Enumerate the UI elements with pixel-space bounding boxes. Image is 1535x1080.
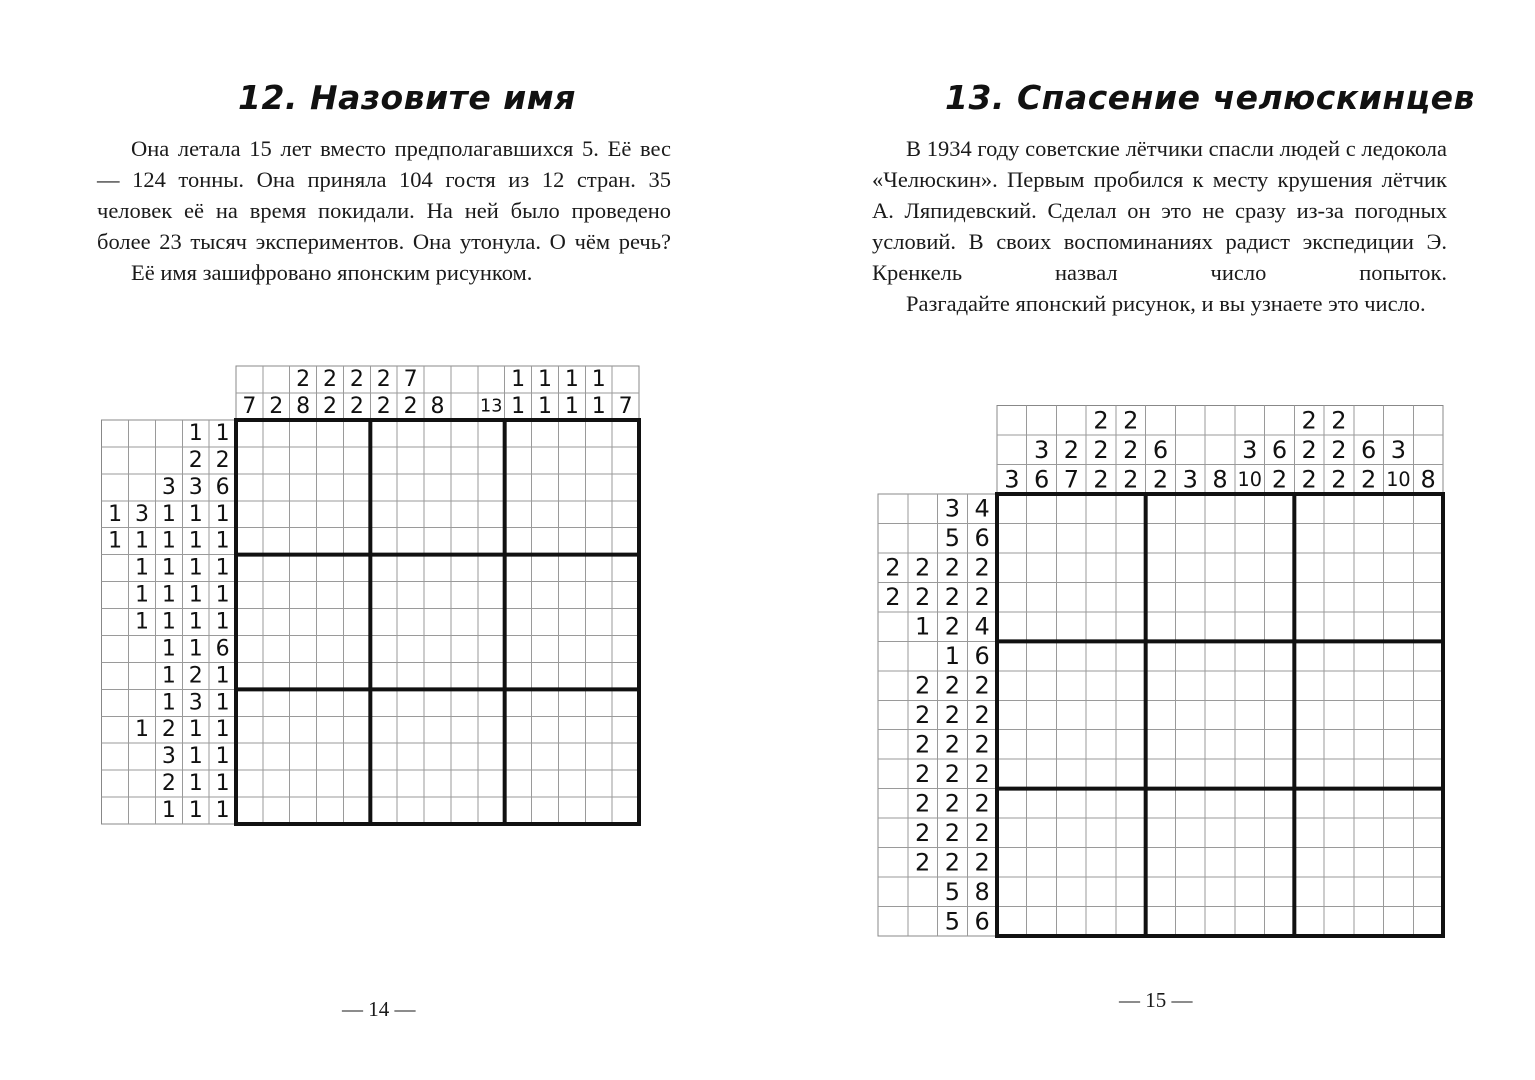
page-number-right: — 15 — [1119, 988, 1193, 1012]
right-puzzle-column-clue: 3 [1242, 435, 1258, 464]
left-puzzle-row-clue: 1 [215, 555, 230, 581]
task-paragraph-left-1: Она летала 15 лет вместо предполагавшихся 5. Её вес — 124 тонны. Она приняла 104 гостя из 12 стран. 35 человек её на время покидали. На ней было проведено более 23 тысяч экспериментов. Она утонула. О чём речь? [97, 136, 671, 254]
left-puzzle-row-clue: 1 [215, 744, 230, 770]
left-puzzle-column-clue: 1 [537, 394, 552, 420]
left-puzzle-column-clue: 2 [296, 367, 311, 393]
left-puzzle-row-clue: 1 [161, 582, 176, 608]
left-puzzle-row-clue: 1 [215, 798, 230, 824]
left-puzzle-column-clue: 1 [564, 394, 579, 420]
left-puzzle-column-clue: 1 [591, 394, 606, 420]
right-puzzle-column-clue: 2 [1152, 465, 1169, 494]
right-puzzle-column-clue: 2 [1331, 406, 1347, 435]
left-puzzle-row-clue: 1 [134, 555, 149, 581]
left-puzzle-row-clue: 1 [161, 528, 176, 554]
page-number-left: — 14 — [342, 997, 416, 1021]
right-puzzle-solving-grid [997, 494, 1443, 936]
right-puzzle-row-clue: 2 [915, 671, 931, 700]
right-puzzle-column-clue: 2 [1271, 465, 1288, 494]
right-puzzle-row-clue: 2 [944, 701, 961, 729]
left-puzzle-row-clue: 1 [161, 501, 176, 527]
left-puzzle-row-clue: 1 [188, 555, 203, 581]
right-puzzle-column-clue: 2 [1331, 465, 1347, 494]
left-puzzle-row-clue: 2 [188, 663, 203, 689]
left-puzzle-row-clue: 1 [215, 501, 230, 527]
nonogram-left [0, 0, 767, 1080]
left-puzzle-row-clue: 1 [188, 609, 203, 635]
right-puzzle-column-clue: 6 [1271, 435, 1288, 464]
right-puzzle-row-clue: 2 [915, 553, 931, 582]
left-puzzle-row-clue: 1 [134, 609, 149, 635]
left-puzzle-row-clue: 1 [188, 717, 203, 743]
task-paragraph-right-2: Разгадайте японский рисунок, и вы узнаете это число. [906, 291, 1426, 316]
right-puzzle-row-clue: 2 [944, 553, 961, 582]
right-puzzle-column-clue: 10 [1386, 467, 1411, 491]
left-puzzle-row-clue: 1 [215, 771, 230, 797]
left-puzzle-row-clue: 1 [188, 798, 203, 824]
right-puzzle-row-clue: 2 [915, 701, 931, 729]
right-puzzle-row-clue: 8 [974, 877, 990, 906]
left-puzzle-row-clue: 1 [215, 690, 230, 716]
left-puzzle-row-clue: 3 [161, 474, 176, 500]
nonogram-right [767, 0, 1535, 1080]
left-puzzle-column-clue: 2 [349, 394, 364, 420]
left-puzzle-row-clue: 1 [188, 744, 203, 770]
left-puzzle-column-clue: 2 [376, 367, 391, 393]
right-puzzle-row-clue: 2 [944, 759, 961, 788]
left-puzzle-column-clue: 1 [511, 394, 526, 420]
left-puzzle-column-clue: 7 [618, 394, 633, 420]
left-puzzle-row-clue: 1 [188, 501, 203, 527]
left-puzzle-column-clue: 2 [269, 394, 284, 420]
right-puzzle-row-clue: 2 [974, 789, 990, 818]
right-puzzle-row-clue: 4 [974, 612, 990, 641]
left-puzzle-column-clue: 2 [349, 367, 364, 393]
right-puzzle-row-clue: 2 [885, 553, 901, 582]
right-puzzle-row-clue: 2 [974, 730, 990, 759]
right-puzzle-column-clue: 3 [1004, 465, 1020, 494]
left-puzzle-row-clue: 1 [108, 501, 123, 527]
left-puzzle-row-clue: 3 [188, 690, 203, 716]
left-puzzle-row-clue: 1 [134, 582, 149, 608]
right-puzzle-column-clue: 8 [1420, 465, 1436, 494]
task-paragraph-right-1: В 1934 году советские лётчики спасли людей с ледокола «Челюскин». Первым пробился к месту крушения лётчик А. Ляпидевский. Сделал он это не сразу из-за погодных условий. В своих воспоминаниях радист экспедиции Э. Кренкель назвал число попыток. [872, 136, 1447, 285]
right-puzzle-column-clue: 6 [1033, 465, 1050, 494]
right-puzzle-column-clue: 2 [1361, 465, 1377, 494]
left-puzzle-row-clue: 1 [161, 663, 176, 689]
right-puzzle-row-clue: 2 [974, 671, 990, 700]
right-puzzle-row-clue: 2 [915, 730, 931, 759]
left-puzzle-row-clue: 1 [188, 636, 203, 662]
left-puzzle-solving-grid [236, 420, 639, 824]
right-puzzle-row-clue: 5 [944, 907, 961, 936]
right-puzzle-row-clue: 2 [915, 789, 931, 818]
left-puzzle-column-clue: 7 [403, 367, 418, 393]
left-puzzle-row-clue: 3 [188, 474, 203, 500]
left-puzzle-row-clue: 1 [215, 609, 230, 635]
right-puzzle-column-clue: 3 [1182, 465, 1198, 494]
right-puzzle-row-clue: 2 [974, 759, 990, 788]
right-puzzle-column-clue: 6 [1361, 435, 1377, 464]
right-puzzle-column-clue: 8 [1212, 465, 1228, 494]
right-puzzle-row-clue: 1 [915, 612, 931, 641]
right-puzzle-row-clue: 2 [974, 818, 990, 847]
right-puzzle-row-clue: 2 [915, 759, 931, 788]
right-puzzle-row-clue: 2 [944, 848, 961, 877]
left-puzzle-row-clue: 1 [188, 420, 203, 446]
right-puzzle-column-clue: 2 [1301, 465, 1317, 494]
right-puzzle-row-clue: 1 [944, 642, 961, 671]
right-puzzle-row-clue: 2 [944, 818, 961, 847]
right-puzzle-row-clue: 2 [944, 612, 961, 641]
left-puzzle-row-clue: 1 [161, 555, 176, 581]
left-puzzle-row-clue: 1 [134, 717, 149, 743]
left-puzzle-row-clue: 2 [188, 447, 203, 473]
right-puzzle-row-clue: 3 [944, 494, 961, 523]
left-puzzle-row-clue: 1 [188, 771, 203, 797]
left-puzzle-column-clue: 1 [511, 367, 526, 393]
right-puzzle-row-clue: 2 [974, 701, 990, 729]
right-puzzle-row-clue: 2 [974, 553, 990, 582]
left-puzzle-row-clue: 1 [215, 528, 230, 554]
left-page [0, 0, 767, 1080]
left-puzzle-column-clue: 2 [403, 394, 418, 420]
right-puzzle-row-clue: 5 [944, 524, 961, 553]
puzzle-title-left: 12. Назовите имя [238, 78, 576, 117]
right-puzzle-column-clue: 7 [1063, 465, 1079, 494]
right-puzzle-column-clue: 2 [1063, 435, 1079, 464]
right-puzzle-row-clue: 4 [974, 494, 990, 523]
left-puzzle-row-clue: 1 [161, 690, 176, 716]
right-puzzle-row-clue: 2 [885, 583, 901, 612]
left-puzzle-column-clue: 8 [296, 394, 311, 420]
left-puzzle-row-clue: 1 [108, 528, 123, 554]
right-puzzle-column-clue: 2 [1123, 465, 1139, 494]
left-puzzle-row-clue: 6 [215, 636, 230, 662]
left-puzzle-column-clue: 8 [430, 394, 445, 420]
right-puzzle-row-clue: 2 [915, 848, 931, 877]
right-puzzle-column-clue: 2 [1331, 435, 1347, 464]
right-puzzle-row-clue: 2 [974, 583, 990, 612]
right-puzzle-column-clue: 6 [1152, 435, 1169, 464]
right-puzzle-row-clue: 2 [944, 789, 961, 818]
right-puzzle-column-clue: 2 [1093, 465, 1109, 494]
right-puzzle-row-clue: 6 [974, 907, 990, 936]
left-puzzle-column-clue: 2 [376, 394, 391, 420]
right-puzzle-row-clue: 2 [944, 671, 961, 700]
right-puzzle-row-clue: 2 [915, 818, 931, 847]
left-puzzle-row-clue: 3 [134, 501, 149, 527]
right-puzzle-column-clue: 2 [1123, 406, 1139, 435]
right-puzzle-column-clue: 2 [1301, 435, 1317, 464]
right-puzzle-row-clue: 6 [974, 642, 990, 671]
right-puzzle-row-clue: 2 [915, 583, 931, 612]
right-puzzle-row-clue: 2 [944, 583, 961, 612]
right-puzzle-column-clue: 2 [1093, 406, 1109, 435]
left-puzzle-row-clue: 1 [161, 609, 176, 635]
left-puzzle-row-clue: 1 [215, 582, 230, 608]
right-puzzle-column-clue: 2 [1123, 435, 1139, 464]
left-puzzle-row-clue: 2 [215, 447, 230, 473]
right-puzzle-row-clue: 5 [944, 877, 961, 906]
right-puzzle-row-clue: 6 [974, 524, 990, 553]
left-puzzle-row-clue: 2 [161, 771, 176, 797]
task-paragraph-left-2: Её имя зашифровано японским рисунком. [131, 260, 533, 285]
right-page [767, 0, 1535, 1080]
puzzle-title-right: 13. Спасение челюскинцев [945, 78, 1475, 117]
left-puzzle-column-clue: 13 [480, 396, 503, 417]
left-puzzle-column-clue: 1 [591, 367, 606, 393]
right-puzzle-row-clue: 2 [944, 730, 961, 759]
left-puzzle-column-clue: 1 [564, 367, 579, 393]
left-puzzle-column-clue: 2 [323, 367, 338, 393]
left-puzzle-column-clue: 7 [242, 394, 257, 420]
left-puzzle-row-clue: 1 [215, 663, 230, 689]
left-puzzle-row-clue: 1 [215, 717, 230, 743]
left-puzzle-row-clue: 2 [161, 717, 176, 743]
left-puzzle-row-clue: 6 [215, 474, 230, 500]
left-puzzle-row-clue: 1 [188, 528, 203, 554]
right-puzzle-column-clue: 2 [1093, 435, 1109, 464]
left-puzzle-row-clue: 3 [161, 744, 176, 770]
left-puzzle-row-clue: 1 [188, 582, 203, 608]
left-puzzle-row-clue: 1 [161, 798, 176, 824]
left-puzzle-row-clue: 1 [161, 636, 176, 662]
right-puzzle-column-clue: 2 [1301, 406, 1317, 435]
left-puzzle-column-clue: 1 [537, 367, 552, 393]
left-puzzle-row-clue: 1 [215, 420, 230, 446]
right-puzzle-column-clue: 10 [1237, 467, 1262, 491]
right-puzzle-column-clue: 3 [1390, 435, 1407, 464]
left-puzzle-column-clue: 2 [323, 394, 338, 420]
right-puzzle-row-clue: 2 [974, 848, 990, 877]
right-puzzle-column-clue: 3 [1033, 435, 1050, 464]
left-puzzle-row-clue: 1 [134, 528, 149, 554]
